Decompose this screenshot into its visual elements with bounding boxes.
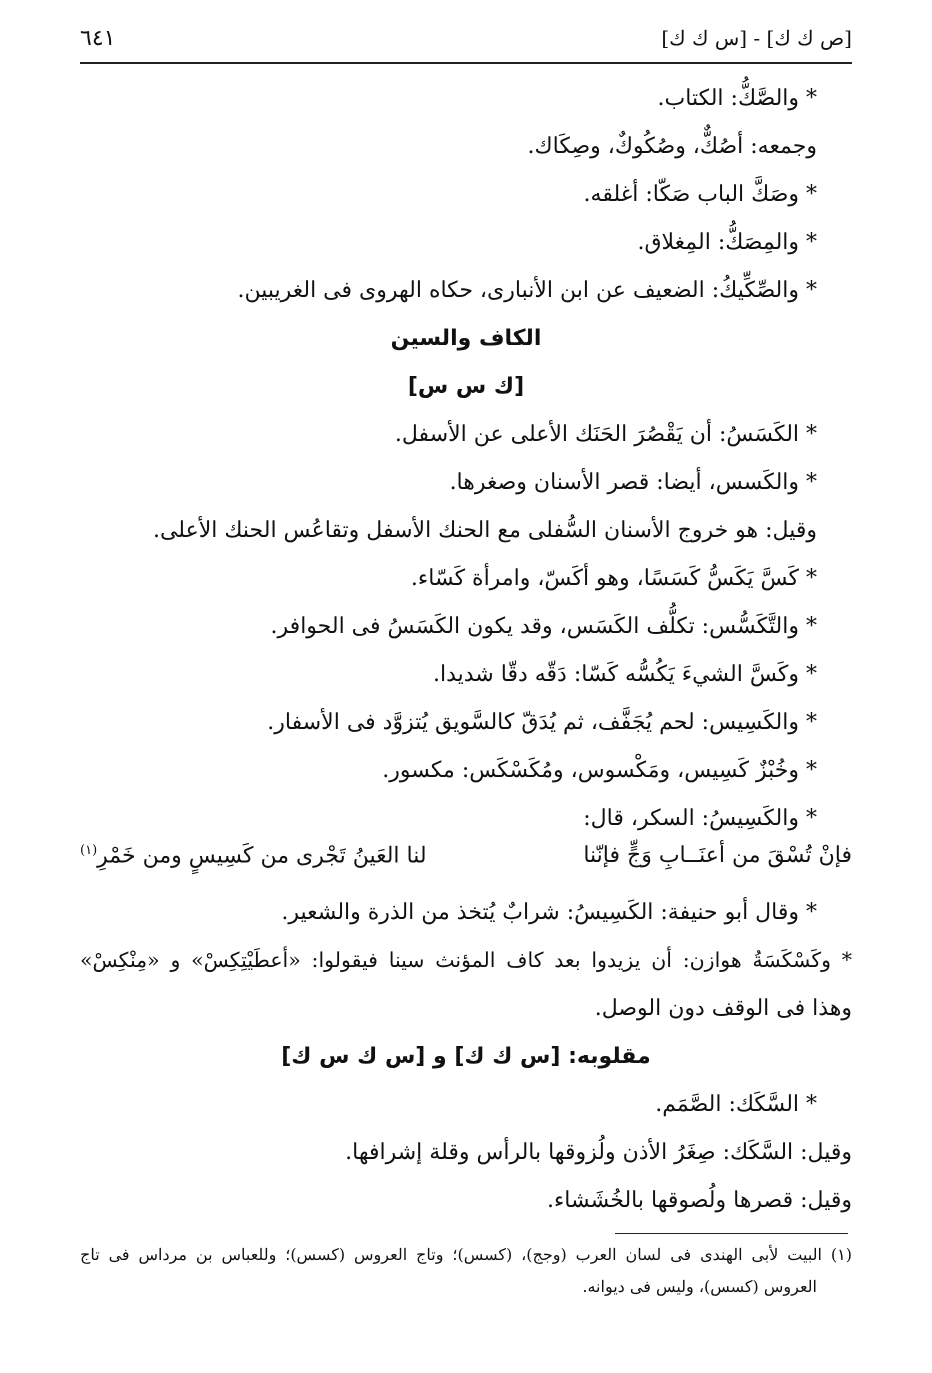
text-line: * والصِّكِّيكُ: الضعيف عن ابن الأنبارى، حكاه الهروى فى الغريبين.: [237, 278, 817, 303]
text-line: * والكَسِيس: لحم يُجَفَّف، ثم يُدَقّ كالسَّويق يُتزوَّد فى الأسفار.: [267, 710, 817, 735]
footnote-line: العروس (كسس)، وليس فى ديوانه.: [582, 1277, 817, 1296]
header-rule: [80, 62, 852, 64]
text-line: * والتَّكَسُّس: تكلُّف الكَسَس، وقد يكون الكَسَسُ فى الحوافر.: [270, 614, 817, 639]
text-line: * والكَسِيسُ: السكر، قال:: [583, 806, 817, 831]
text-line: * وصَكَّ الباب صَكّا: أغلقه.: [583, 182, 817, 207]
poetry-verse: [80, 843, 852, 877]
page-number: ٦٤١: [80, 26, 116, 51]
text-line: * الكَسَسُ: أن يَقْصُرَ الحَنَك الأعلى عن الأسفل.: [394, 422, 817, 447]
subheading-inverse-roots: مقلوبه: [س ك ك] و [س ك س ك]: [281, 1044, 651, 1069]
text-line: وقيل: هو خروج الأسنان السُّفلى مع الحنك الأسفل وتقاعُس الحنك الأعلى.: [152, 518, 817, 543]
footnote-rule: [615, 1233, 848, 1234]
text-line: وجمعه: أصُكٌّ، وصُكُوكٌ، وصِكَاك.: [527, 134, 817, 159]
text-line: وهذا فى الوقف دون الوصل.: [594, 996, 852, 1021]
text-line: * وكَسَّ الشيءَ يَكُسُّه كَسّا: دَقّه دقّا شديدا.: [432, 662, 817, 687]
section-heading: الكاف والسين: [390, 326, 542, 351]
verse-second-text: لنا العَينُ تَجْرى من كَسِيسٍ ومن خَمْرِ: [97, 843, 427, 869]
text-line: وقيل: قصرها ولُصوقها بالخُشَشاء.: [546, 1188, 852, 1213]
footnote-line: (١) البيت لأبى الهندى فى لسان العرب (وجج)، (كسس)؛ وتاج العروس (كسس)؛ وللعباس بن مرداس فى تاج: [80, 1245, 852, 1264]
text-line: * وخُبْزٌ كَسِيس، ومَكْسوس، ومُكَسْكَس: مكسور.: [382, 758, 817, 783]
text-line: * وكَسْكَسَةُ هوازن: أن يزيدوا بعد كاف المؤنث سينا فيقولوا: «أعطَيْتِكِسْ» و «مِنْكِسْ»: [80, 948, 852, 972]
text-line: * السَّكَك: الصَّمَم.: [655, 1092, 817, 1117]
page-header: [80, 26, 852, 60]
verse-hemistich-second: [80, 843, 427, 868]
text-line: * والكَسس، أيضا: قصر الأسنان وصغرها.: [449, 470, 817, 495]
text-line: * والصَّكُّ: الكتاب.: [657, 86, 817, 111]
text-line: * كَسَّ يَكَسُّ كَسَسًا، وهو أكَسّ، وامرأة كَسّاء.: [410, 566, 817, 591]
root-heading: [ك س س]: [407, 374, 525, 399]
text-line: * وقال أبو حنيفة: الكَسِيسُ: شرابٌ يُتخذ من الذرة والشعير.: [281, 900, 817, 925]
text-line: وقيل: السَّكَك: صِغَرُ الأذن ولُزوقها بالرأس وقلة إشرافها.: [345, 1140, 852, 1165]
text-line: * والمِصَكُّ: المِغلاق.: [637, 230, 817, 255]
verse-hemistich-first: فإنْ تُسْقَ من أعنَــابِ وَجٍّ فإنّنا: [583, 843, 852, 868]
footnote-marker: (١): [80, 843, 98, 858]
running-title: [ص ك ك] - [س ك ك]: [661, 26, 852, 50]
